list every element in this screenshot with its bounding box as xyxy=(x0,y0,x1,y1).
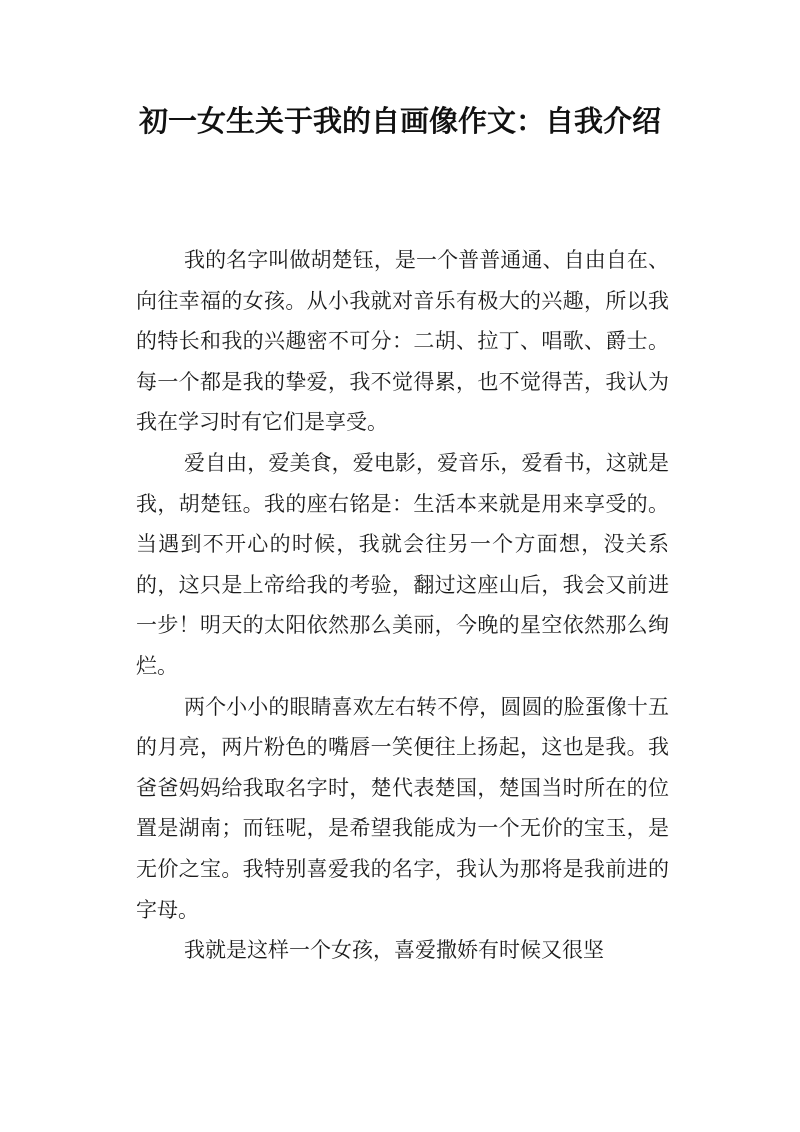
paragraph-2: 爱自由，爱美食，爱电影，爱音乐，爱看书，这就是我，胡楚钰。我的座右铭是：生活本来就是用来享受的。当遇到不开心的时候，我就会往另一个方面想，没关系的，这只是上帝给我的考验，翻过这座山后，我会又前进一步！明天的太阳依然那么美丽，今晚的星空依然那么绚烂。 xyxy=(136,450,669,678)
paragraph-1: 我的名字叫做胡楚钰，是一个普普通通、自由自在、向往幸福的女孩。从小我就对音乐有极大的兴趣，所以我的特长和我的兴趣密不可分：二胡、拉丁、唱歌、爵士。每一个都是我的挚爱，我不觉得累，也不觉得苦，我认为我在学习时有它们是享受。 xyxy=(136,248,669,435)
paragraph-4: 我就是这样一个女孩，喜爱撒娇有时候又很坚 xyxy=(184,938,604,963)
document-body xyxy=(136,240,669,971)
document-title: 初一女生关于我的自画像作文：自我介绍 xyxy=(138,104,661,138)
paragraph-3: 两个小小的眼睛喜欢左右转不停，圆圆的脸蛋像十五的月亮，两片粉色的嘴唇一笑便往上扬起，这也是我。我爸爸妈妈给我取名字时，楚代表楚国，楚国当时所在的位置是湖南；而钰呢，是希望我能成为一个无价的宝玉，是无价之宝。我特别喜爱我的名字，我认为那将是我前进的字母。 xyxy=(136,694,669,922)
